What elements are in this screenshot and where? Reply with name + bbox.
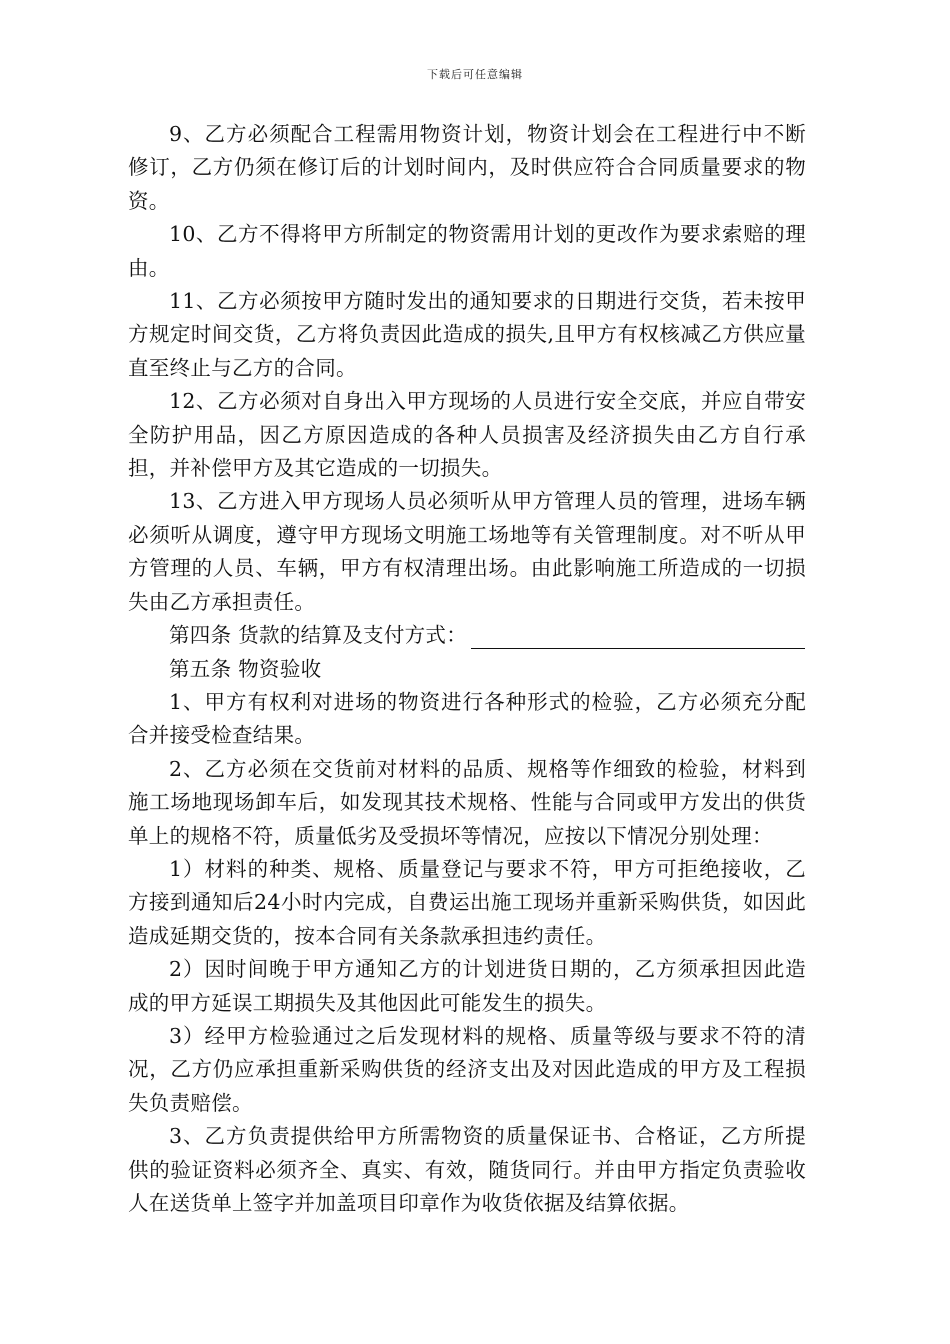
inspection-subclause-1: 1）材料的种类、规格、质量登记与要求不符，甲方可拒绝接收，乙方接到通知后24小时内完成，自费运出施工现场并重新采购供货，如因此造成延期交货的，按本合同有关条款承担违约责任。 bbox=[128, 856, 806, 948]
article-5-heading: 第五条 物资验收 bbox=[169, 656, 322, 681]
clause-9: 9、乙方必须配合工程需用物资计划，物资计划会在工程进行中不断修订，乙方仍须在修订后的计划时间内，及时供应符合合同质量要求的物资。 bbox=[128, 122, 806, 213]
inspection-clause-2: 2、乙方必须在交货前对材料的品质、规格等作细致的检验，材料到施工场地现场卸车后，如发现其技术规格、性能与合同或甲方发出的供货单上的规格不符，质量低劣及受损坏等情况，应按以下情况分别处理： bbox=[128, 756, 806, 848]
inspection-clause-1: 1、甲方有权利对进场的物资进行各种形式的检验，乙方必须充分配合并接受检查结果。 bbox=[128, 689, 806, 748]
clause-13: 13、乙方进入甲方现场人员必须听从甲方管理人员的管理，进场车辆必须听从调度，遵守甲方现场文明施工场地等有关管理制度。对不听从甲方管理的人员、车辆，甲方有权清理出场。由此影响施工所造成的一切损失由乙方承担责任。 bbox=[128, 489, 806, 614]
clause-11: 11、乙方必须按甲方随时发出的通知要求的日期进行交货，若未按甲方规定时间交货，乙方将负责因此造成的损失,且甲方有权核减乙方供应量直至终止与乙方的合同。 bbox=[128, 289, 806, 380]
inspection-subclause-3: 3）经甲方检验通过之后发现材料的规格、质量等级与要求不符的清况，乙方仍应承担重新采购供货的经济支出及对因此造成的甲方及工程损失负责赔偿。 bbox=[128, 1023, 806, 1115]
payment-method-blank[interactable] bbox=[471, 626, 805, 649]
article-4-title: 第四条 货款的结算及支付方式： bbox=[169, 623, 468, 648]
article-4-heading bbox=[128, 619, 806, 652]
clause-10: 10、乙方不得将甲方所制定的物资需用计划的更改作为要求索赔的理由。 bbox=[128, 222, 806, 280]
inspection-clause-3: 3、乙方负责提供给甲方所需物资的质量保证书、合格证，乙方所提供的验证资料必须齐全、真实、有效，随货同行。并由甲方指定负责验收人在送货单上签字并加盖项目印章作为收货依据及结算依据。 bbox=[128, 1124, 806, 1215]
inspection-subclause-2: 2）因时间晚于甲方通知乙方的计划进货日期的，乙方须承担因此造成的甲方延误工期损失及其他因此可能发生的损失。 bbox=[128, 957, 806, 1015]
clause-12: 12、乙方必须对自身出入甲方现场的人员进行安全交底，并应自带安全防护用品，因乙方原因造成的各种人员损害及经济损失由乙方自行承担，并补偿甲方及其它造成的一切损失。 bbox=[128, 389, 806, 481]
contract-body bbox=[128, 118, 806, 1220]
header-note: 下载后可任意编辑 bbox=[427, 68, 523, 81]
